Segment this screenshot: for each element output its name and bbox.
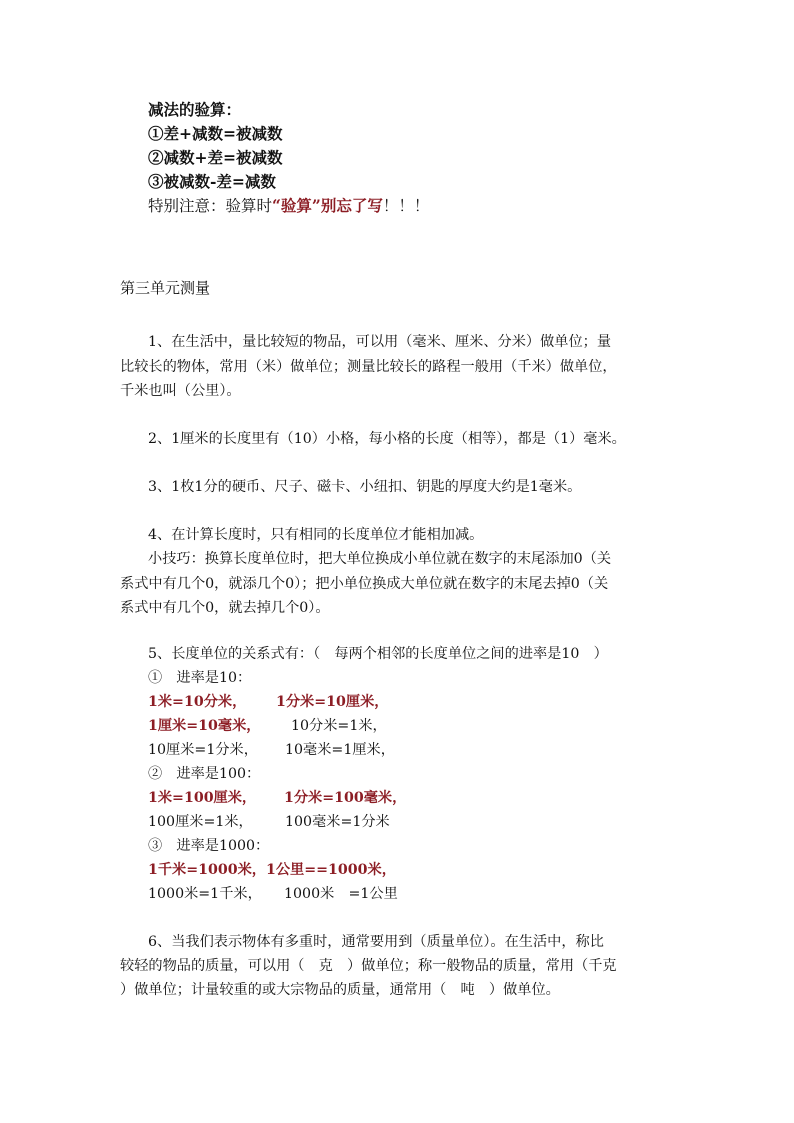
p6-line: 6、当我们表示物体有多重时，通常要用到（质量单位）。在生活中，称比: [148, 934, 604, 950]
subtraction-item-3: ③被减数-差=减数: [148, 172, 276, 191]
p4-line: 小技巧：换算长度单位时，把大单位换成小单位就在数字的末尾添加0（关: [148, 551, 612, 567]
subtraction-item-2: ②减数+差=被减数: [148, 148, 283, 167]
rate-1000-b: 1000米=1千米，: [148, 886, 262, 902]
p1-line: 千米也叫（公里）。: [120, 383, 241, 399]
subtraction-note: [148, 194, 429, 218]
rate-10-d: 10分米=1米，: [291, 718, 387, 734]
subtraction-item-1: ①差+减数=被减数: [148, 124, 283, 143]
rate-100-a: 1米=100厘米，: [148, 790, 257, 806]
rate-10-c: 1厘米=10毫米，: [148, 718, 261, 734]
rate-100-b: 1分米=100毫米，: [284, 790, 407, 806]
note-suffix: ！！！: [382, 197, 430, 215]
rate-1000-a: 1千米=1000米，1公里==1000米，: [148, 862, 396, 878]
rate-100-d: 100毫米=1分米: [285, 814, 390, 830]
rate-1000-c: 1000米 =1公里: [284, 886, 398, 902]
unit-title: 第三单元测量: [120, 279, 211, 297]
rate-1000-heading: ③ 进率是1000：: [148, 838, 270, 854]
rate-10-e: 10厘米=1分米，: [148, 742, 258, 758]
rate-10-b: 1分米=10厘米，: [276, 694, 389, 710]
p1-line: 1、在生活中，量比较短的物品，可以用（毫米、厘米、分米）做单位；量: [148, 334, 612, 350]
p4-line: 系式中有几个0，就添几个0）；把小单位换成大单位就在数字的末尾去掉0（关: [120, 576, 609, 592]
note-prefix: 特别注意：验算时: [148, 197, 273, 215]
p1-line: 比较长的物体，常用（米）做单位；测量比较长的路程一般用（千米）做单位，: [120, 359, 617, 375]
rate-100-c: 100厘米=1米，: [148, 814, 253, 830]
rate-100-heading: ② 进率是100：: [148, 766, 261, 782]
p5-intro: 5、长度单位的关系式有：（ 每两个相邻的长度单位之间的进率是10 ）: [148, 646, 608, 662]
note-highlight: “验算”别忘了写: [272, 196, 383, 215]
rate-10-f: 10毫米=1厘米，: [285, 742, 395, 758]
paragraph-3: 3、1枚1分的硬币、尺子、磁卡、小纽扣、钥匙的厚度大约是1毫米。: [148, 479, 582, 495]
paragraph-2: 2、1厘米的长度里有（10）小格，每小格的长度（相等），都是（1）毫米。: [148, 431, 626, 447]
rate-10-a: 1米=10分米，: [148, 694, 247, 710]
p4-line: 4、在计算长度时，只有相同的长度单位才能相加减。: [148, 527, 484, 543]
subtraction-title: 减法的验算：: [148, 100, 242, 119]
rate-10-heading: ① 进率是10：: [148, 670, 252, 686]
p4-line: 系式中有几个0，就去掉几个0）。: [120, 600, 330, 616]
p6-line: 较轻的物品的质量，可以用（ 克 ）做单位；称一般物品的质量，常用（千克: [120, 958, 617, 974]
p6-line: ）做单位；计量较重的或大宗物品的质量，通常用（ 吨 ）做单位。: [120, 982, 560, 998]
